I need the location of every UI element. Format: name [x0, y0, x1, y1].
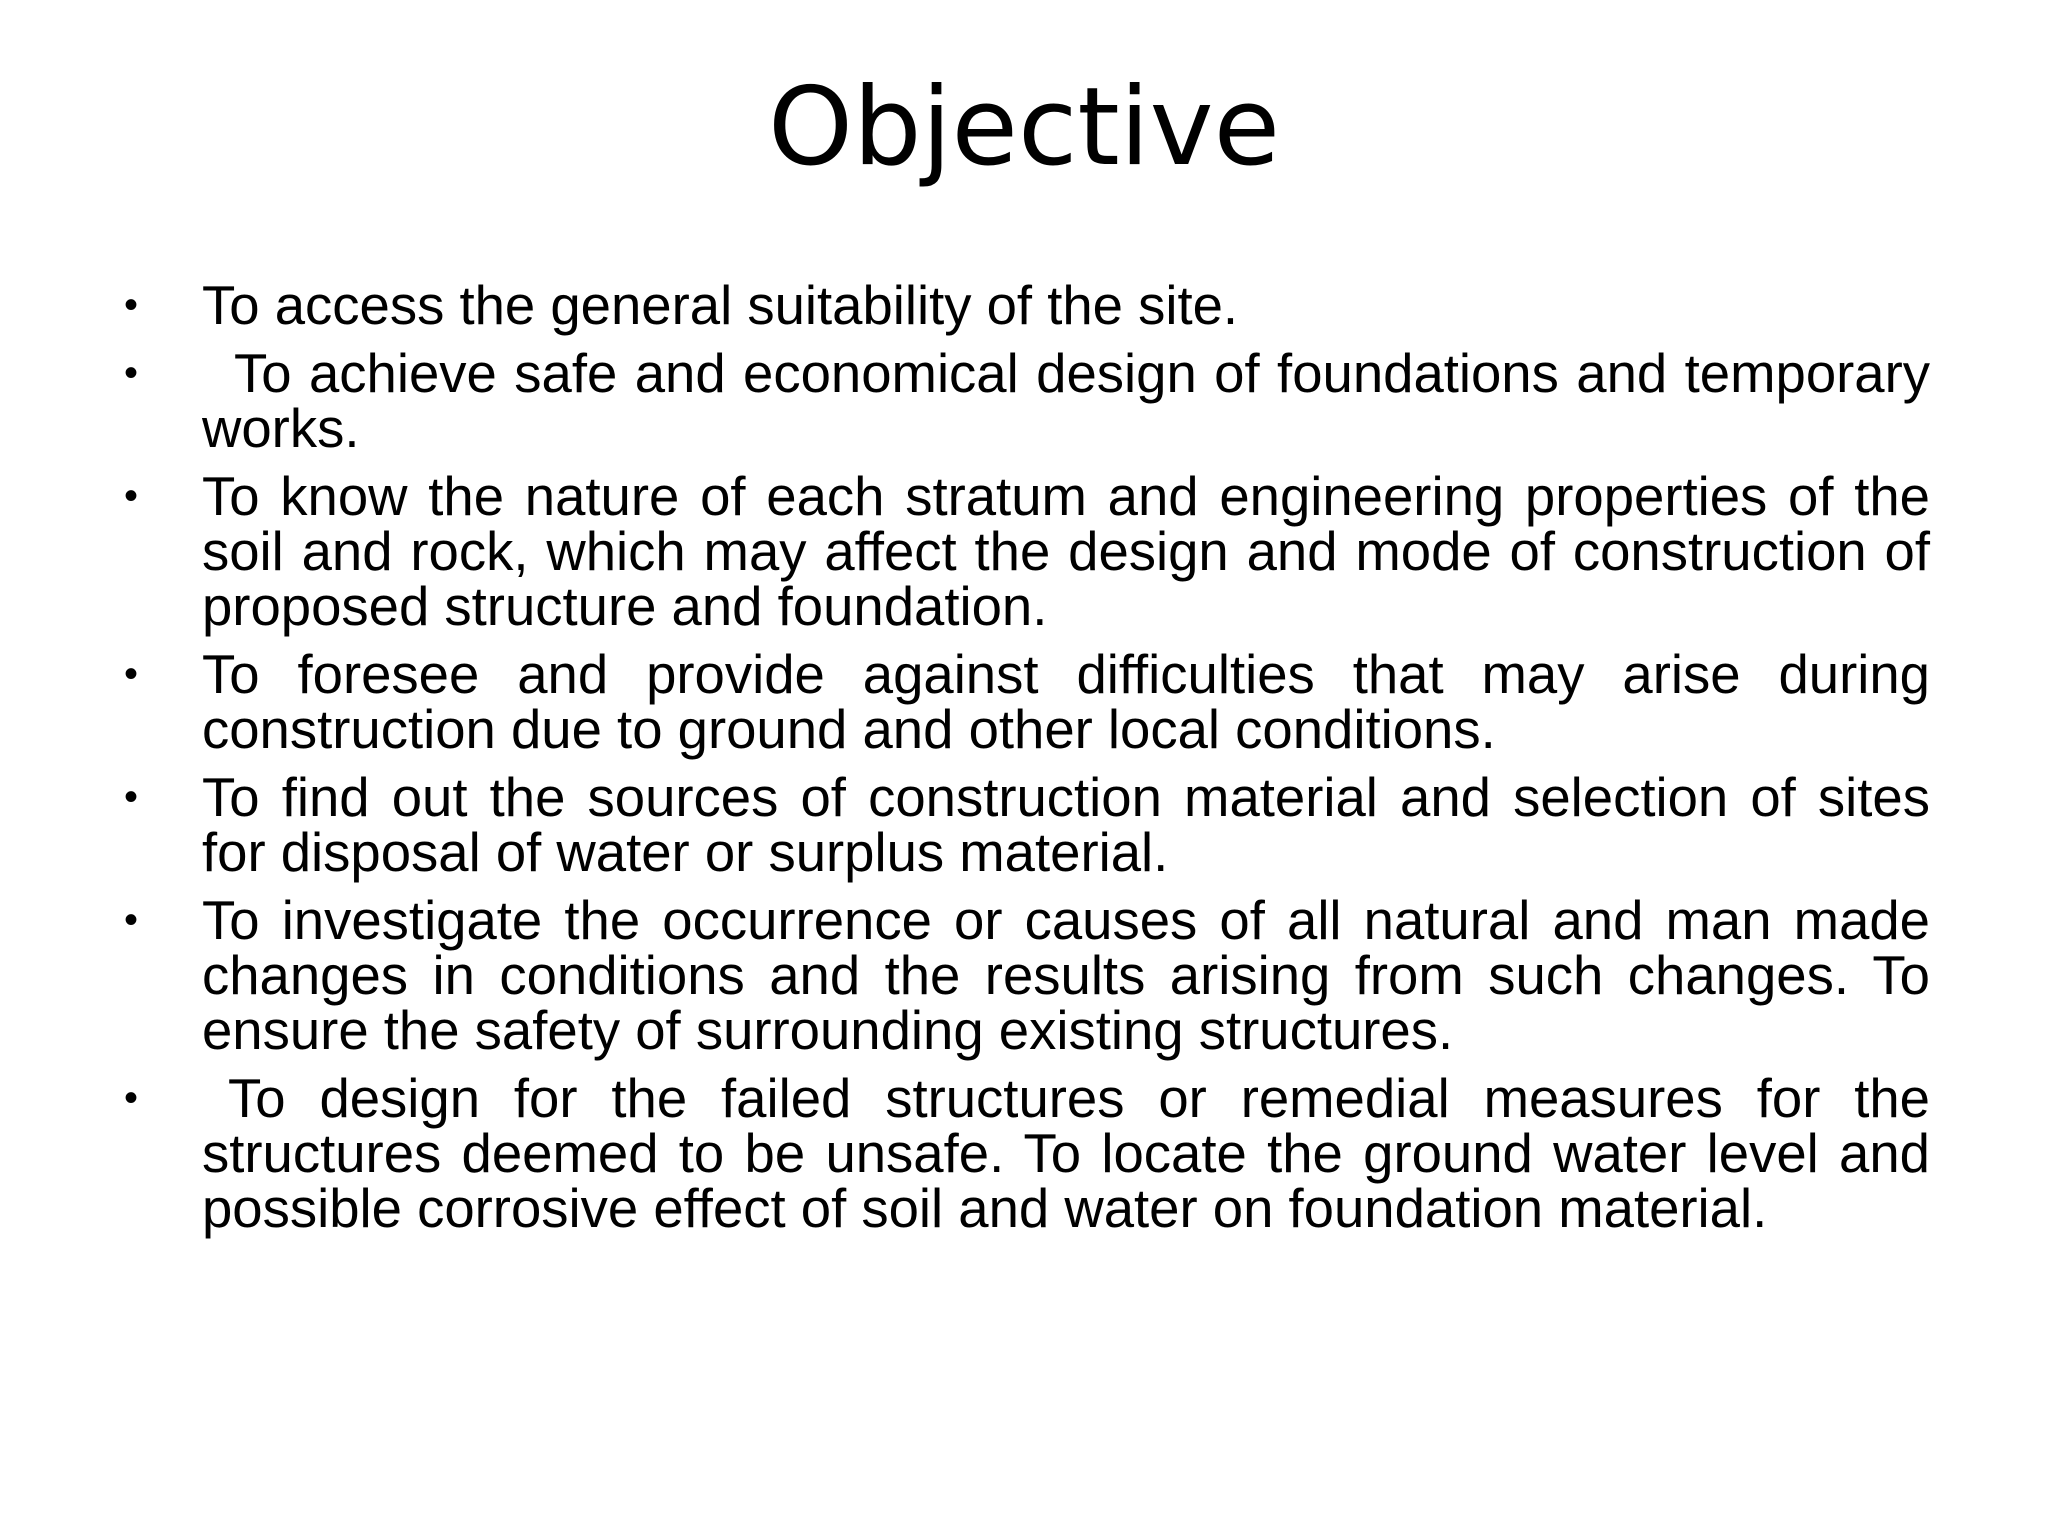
bullet-icon: •	[124, 283, 139, 327]
bullet-icon: •	[124, 351, 139, 395]
bullet-text: To design for the failed structures or remedial measures for the structures deemed to be unsafe. To locate the ground water level and possible corrosive effect of soil and water on foundation material.	[202, 1068, 1930, 1239]
bullet-icon: •	[124, 1076, 139, 1120]
bullet-item	[124, 1068, 1930, 1239]
bullet-icon: •	[124, 898, 139, 942]
bullet-item	[124, 644, 1930, 760]
bullet-icon: •	[124, 775, 139, 819]
bullet-text: To investigate the occurrence or causes of all natural and man made changes in conditions and the results arising from such changes. To ensure the safety of surrounding existing structures.	[202, 890, 1930, 1061]
bullet-item	[124, 767, 1930, 883]
bullet-text: To access the general suitability of the site.	[202, 275, 1239, 336]
bullet-text: To foresee and provide against difficulties that may arise during construction due to ground and other local conditions.	[202, 644, 1930, 760]
bullet-icon: •	[124, 474, 139, 518]
bullet-icon: •	[124, 652, 139, 696]
bullet-text: To find out the sources of construction material and selection of sites for disposal of water or surplus material.	[202, 767, 1930, 883]
bullet-item	[124, 466, 1930, 637]
bullet-item	[124, 890, 1930, 1061]
bullet-item	[124, 275, 1930, 336]
bullet-text: To know the nature of each stratum and engineering properties of the soil and rock, which may affect the design and mode of construction of proposed structure and foundation.	[202, 466, 1930, 637]
slide-title: Objective	[767, 65, 1281, 190]
bullet-item	[124, 343, 1930, 459]
bullet-text: To achieve safe and economical design of foundations and temporary works.	[202, 343, 1930, 459]
bullet-list	[124, 275, 1930, 1249]
